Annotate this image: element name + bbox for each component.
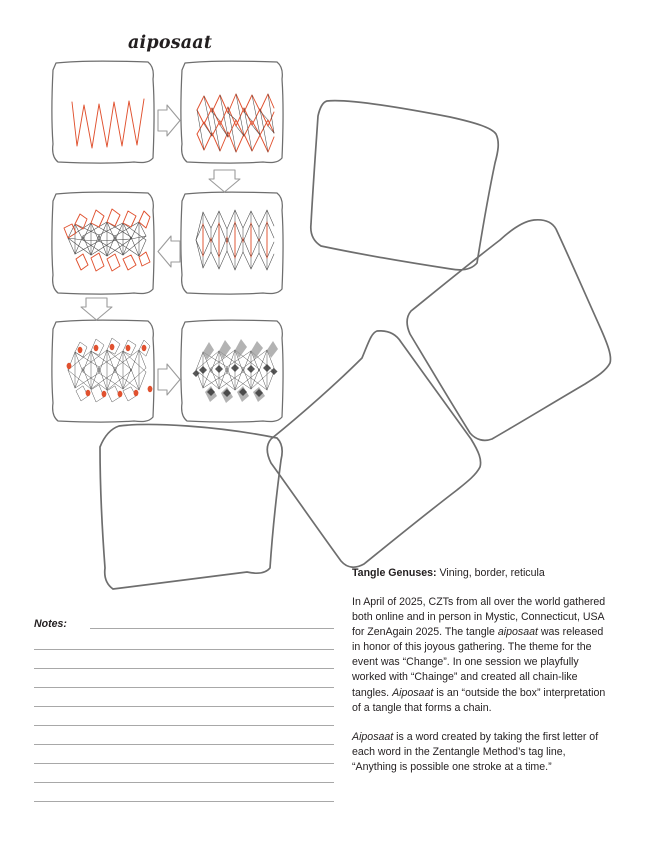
paragraph1-italic2: Aiposaat — [392, 686, 434, 699]
practice-tile-3 — [407, 220, 610, 441]
arrow-step2-to-step3 — [209, 170, 240, 192]
description-paragraph-1 — [352, 595, 610, 716]
arrow-step1-to-step2 — [158, 105, 180, 136]
notes-rule[interactable] — [34, 801, 334, 802]
practice-tile-2 — [311, 101, 498, 270]
step-tile-5 — [52, 320, 154, 422]
notes-rule[interactable] — [34, 763, 334, 764]
page-title: aiposaat — [128, 33, 213, 53]
notes-rule[interactable] — [34, 725, 334, 726]
notes-rule[interactable] — [34, 782, 334, 783]
tangle-genuses-line — [352, 566, 610, 581]
step-tile-1 — [52, 61, 154, 163]
notes-rule[interactable] — [34, 744, 334, 745]
paragraph2-italic1: Aiposaat — [352, 730, 394, 743]
notes-rule[interactable] — [34, 649, 334, 650]
notes-label: Notes: — [34, 618, 67, 630]
tangle-genuses-value: Vining, border, reticula — [436, 567, 545, 579]
paragraph1-part1: In April of 2025, CZTs from all over the world gathered both online and in person in Mystic, Connecticut, USA for ZenAgain 2025. The tangle — [352, 596, 606, 639]
tangle-genuses-label: Tangle Genuses: — [352, 567, 437, 579]
description-paragraph-2 — [352, 730, 610, 775]
practice-tile-4 — [267, 331, 480, 567]
notes-rule[interactable] — [34, 687, 334, 688]
step-tile-4 — [52, 192, 154, 294]
info-column — [352, 566, 610, 775]
paragraph1-part3: is an “outside the box” interpretation of a tangle that forms a chain. — [352, 686, 606, 714]
notes-rule[interactable] — [90, 628, 334, 629]
notes-rule[interactable] — [34, 706, 334, 707]
step-tile-2 — [181, 61, 283, 163]
notes-rule[interactable] — [34, 668, 334, 669]
paragraph1-italic1: aiposaat — [497, 626, 538, 639]
arrow-step4-to-step5 — [81, 298, 112, 320]
step-tile-6 — [181, 320, 283, 422]
paragraph2-part1: is a word created by taking the first letter of each word in the Zentangle Method’s tag line, “Anything is possible one stroke at a time.” — [352, 730, 599, 773]
practice-tile-1 — [100, 425, 282, 590]
step-tile-3 — [181, 192, 283, 294]
arrow-step3-to-step4 — [158, 236, 180, 267]
arrow-step5-to-step6 — [158, 364, 180, 395]
paragraph1-part2: was released in honor of this joyous gathering. The theme for the event was “Change”. In one session we playfully worked with “Chainge” and created all chain-like tangles. — [352, 626, 604, 699]
